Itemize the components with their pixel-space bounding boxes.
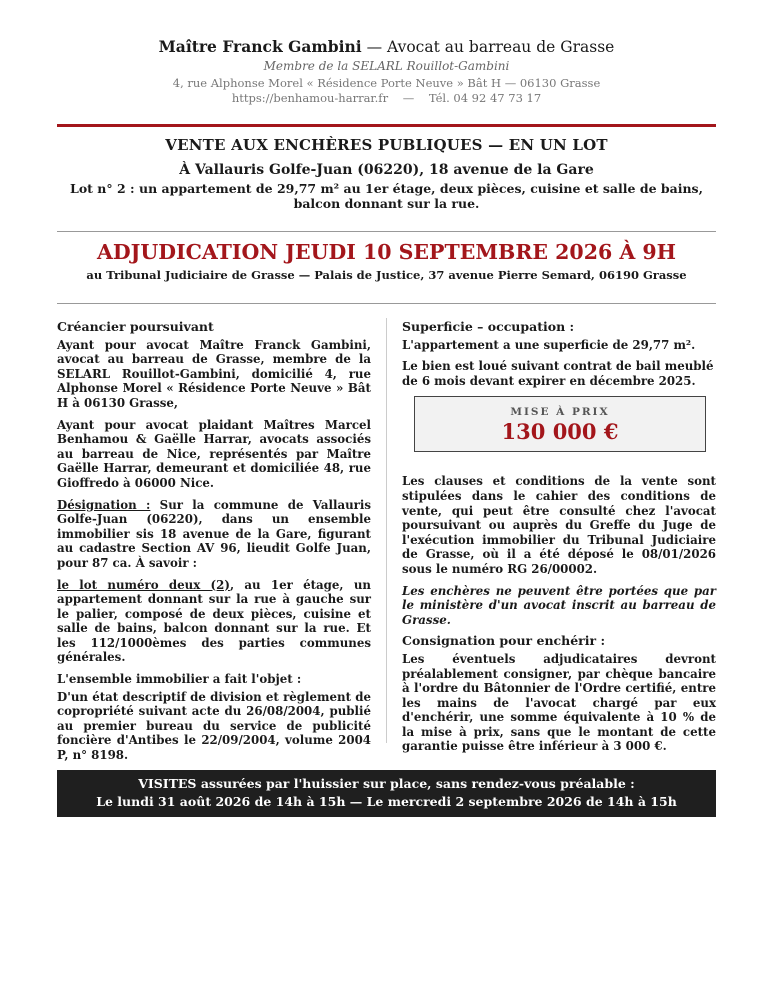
objet-title: L'ensemble immobilier a fait l'objet :	[57, 672, 302, 687]
firm-membership: Membre de la SELARL Rouillot-Gambini	[263, 59, 510, 73]
designation-paragraph	[57, 498, 371, 571]
lot-text: , au 1er étage, un appartement donnant sur la rue à gauche sur le palier, composé de deux pièces, cuisine et salle de bains, balcon donnant sur la rue. Et les 112/1000èmes des parties communes générales.	[57, 577, 371, 665]
lawyer-website: https://benhamou-harrar.fr	[231, 91, 389, 105]
visites-line-2: Le lundi 31 août 2026 de 14h à 15h — Le mercredi 2 septembre 2026 de 14h à 15h	[96, 794, 677, 809]
lawyer-address: 4, rue Alphonse Morel « Résidence Porte Neuve » Bât H — 06130 Grasse	[172, 76, 601, 90]
lawyer-phone: Tél. 04 92 47 73 17	[428, 91, 542, 105]
mise-a-prix-value: 130 000 €	[501, 419, 619, 445]
consignation-title: Consignation pour enchérir :	[402, 633, 606, 649]
sale-heading: VENTE AUX ENCHÈRES PUBLIQUES — EN UN LOT	[165, 136, 608, 154]
divider-top	[57, 231, 716, 232]
designation-label: Désignation :	[57, 497, 151, 512]
avocat-plaidant-paragraph: Ayant pour avocat plaidant Maîtres Marcel Benhamou & Gaëlle Harrar, avocats associés au barreau de Nice, représentés par Maître Gaëlle Harrar, demeurant et domiciliée 48, rue Gioffredo à 06000 Nice.	[57, 417, 371, 490]
objet-paragraph: D'un état descriptif de division et règlement de copropriété suivant acte du 26/08/2004, publié au premier bureau du service de publicité foncière d'Antibes le 22/09/2004, volume 2004 P, n° 8198.	[57, 689, 371, 763]
contact-separator: —	[402, 91, 415, 105]
header-divider	[57, 124, 716, 127]
lawyer-header	[0, 36, 773, 106]
clauses-paragraph: Les clauses et conditions de la vente sont stipulées dans le cahier des conditions de vente, qui peut être consulté chez l'avocat poursuivant ou auprès du Greffe du Juge de l'exécution immobilier du Tribunal Judiciaire de Grasse, où il a été déposé le 08/01/2026 sous le numéro RG 26/00002.	[402, 474, 716, 576]
adjudication-headline: ADJUDICATION JEUDI 10 SEPTEMBRE 2026 À 9H	[96, 240, 677, 264]
lawyer-contact	[0, 91, 773, 106]
lot-paragraph	[57, 578, 371, 666]
creancier-title: Créancier poursuivant	[57, 319, 214, 334]
property-location: À Vallauris Golfe-Juan (06220), 18 avenue de la Gare	[179, 162, 594, 178]
adjudication-block	[40, 238, 733, 283]
mise-a-prix-label: MISE À PRIX	[510, 406, 610, 419]
left-column	[57, 320, 371, 770]
divider-bottom	[57, 303, 716, 304]
tribunal-address: au Tribunal Judiciaire de Grasse — Palais de Justice, 37 avenue Pierre Semard, 06190 Grasse	[86, 268, 687, 282]
superficie-title: Superficie – occupation :	[402, 319, 575, 334]
lawyer-role: — Avocat au barreau de Grasse	[361, 38, 615, 56]
lot-description: Lot n° 2 : un appartement de 29,77 m² au 1er étage, deux pièces, cuisine et salle de bains, balcon donnant sur la rue.	[70, 181, 703, 211]
mise-a-prix-box	[414, 396, 706, 452]
superficie-text: L'appartement a une superficie de 29,77 m².	[402, 337, 696, 352]
right-column	[402, 320, 716, 761]
lot-label: le lot numéro deux (2)	[57, 577, 230, 592]
visites-banner	[57, 770, 716, 817]
lawyer-title-line	[0, 36, 773, 58]
encheres-paragraph: Les enchères ne peuvent être portées que par le ministère d'un avocat inscrit au barreau de Grasse.	[402, 583, 716, 627]
bail-text: Le bien est loué suivant contrat de bail meublé de 6 mois devant expirer en décembre 2025.	[402, 359, 714, 388]
creancier-avocat-paragraph: Ayant pour avocat Maître Franck Gambini, avocat au barreau de Grasse, membre de la SELARL Rouillot-Gambini, domicilié 4, rue Alphonse Morel « Résidence Porte Neuve » Bât H à 06130 Grasse,	[57, 337, 371, 410]
lawyer-name: Maître Franck Gambini	[158, 37, 362, 56]
designation-text: Sur la commune de Vallauris Golfe-Juan (06220), dans un ensemble immobilier sis 18 avenue de la Gare, figurant au cadastre Section AV 96, lieudit Golfe Juan, pour 87 ca. À savoir :	[57, 497, 372, 570]
column-divider	[386, 318, 387, 743]
consignation-paragraph: Les éventuels adjudicataires devront préalablement consigner, par chèque bancaire à l'ordre du Bâtonnier de l'Ordre certifié, entre les mains de l'avocat chargé par eux d'enchérir, une somme équivalente à 10 % de la mise à prix, sans que le montant de cette garantie puisse être inférieur à 3 000 €.	[402, 651, 716, 754]
visites-line-1: VISITES assurées par l'huissier sur place, sans rendez-vous préalable :	[138, 776, 635, 791]
sale-title-block	[57, 134, 716, 211]
